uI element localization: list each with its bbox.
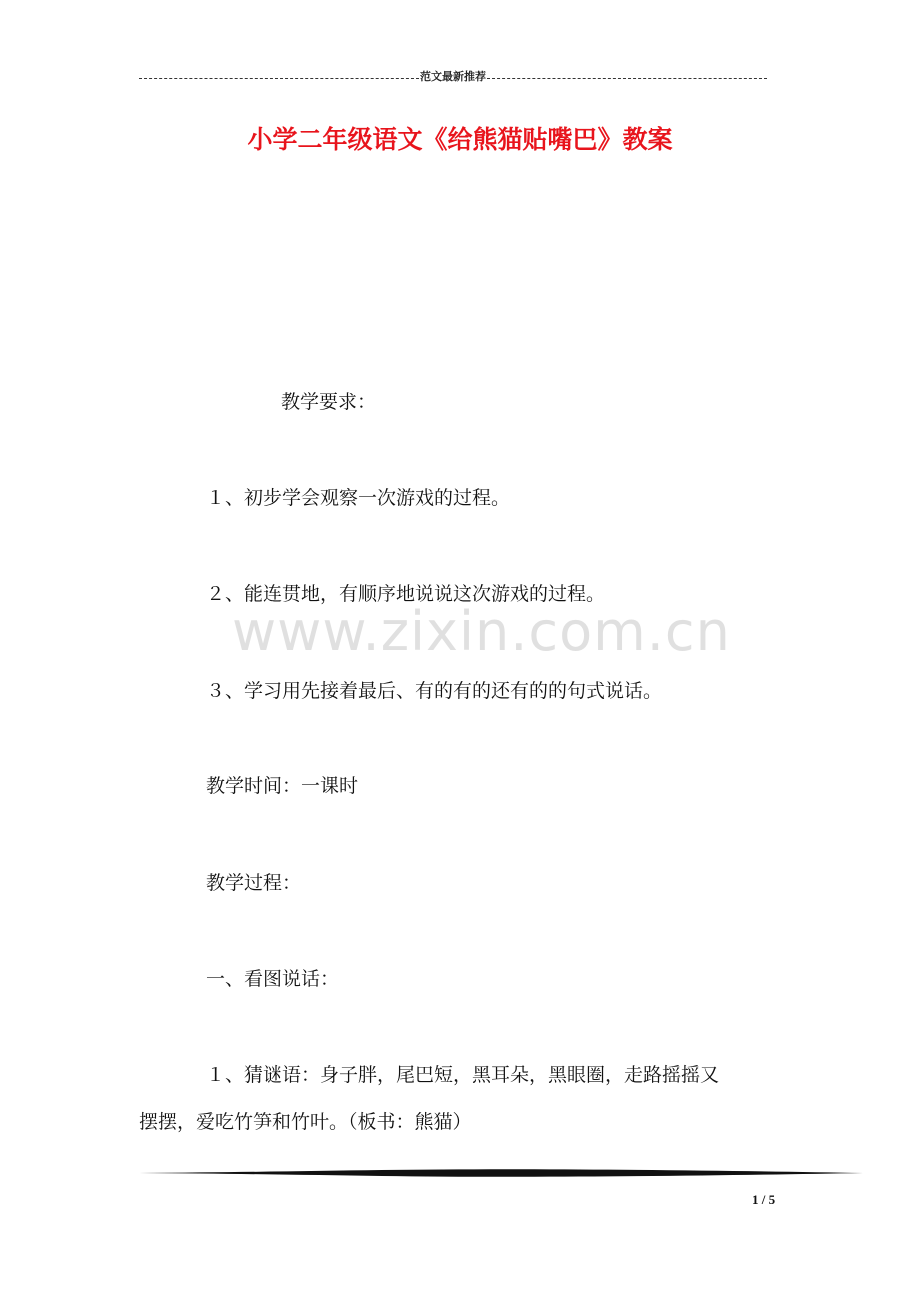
watermark: www.zixin.com.cn xyxy=(232,600,731,663)
requirement-item-2: ２、能连贯地，有顺序地说说这次游戏的过程。 xyxy=(206,583,606,605)
header-dash-right xyxy=(487,78,767,79)
document-title: 小学二年级语文《给熊猫贴嘴巴》教案 xyxy=(247,125,673,154)
footer-rule xyxy=(139,1168,863,1178)
requirement-item-3: ３、学习用先接着最后、有的有的还有的的句式说话。 xyxy=(206,680,663,702)
riddle-line-1: １、猜谜语：身子胖，尾巴短，黑耳朵，黑眼圈，走路摇摇又 xyxy=(206,1064,720,1086)
teaching-time: 教学时间：一课时 xyxy=(206,775,359,797)
page-number: 1 / 5 xyxy=(752,1192,776,1207)
section-heading-1: 一、看图说话： xyxy=(206,968,340,990)
header-dash-left xyxy=(139,78,419,79)
requirements-heading: 教学要求： xyxy=(281,391,377,413)
teaching-process-heading: 教学过程： xyxy=(206,872,302,894)
header-label: 范文最新推荐 xyxy=(420,70,486,83)
requirement-item-1: １、初步学会观察一次游戏的过程。 xyxy=(206,487,511,509)
page-header xyxy=(139,70,767,84)
riddle-line-2: 摆摆，爱吃竹笋和竹叶。（板书：熊猫） xyxy=(139,1111,472,1133)
